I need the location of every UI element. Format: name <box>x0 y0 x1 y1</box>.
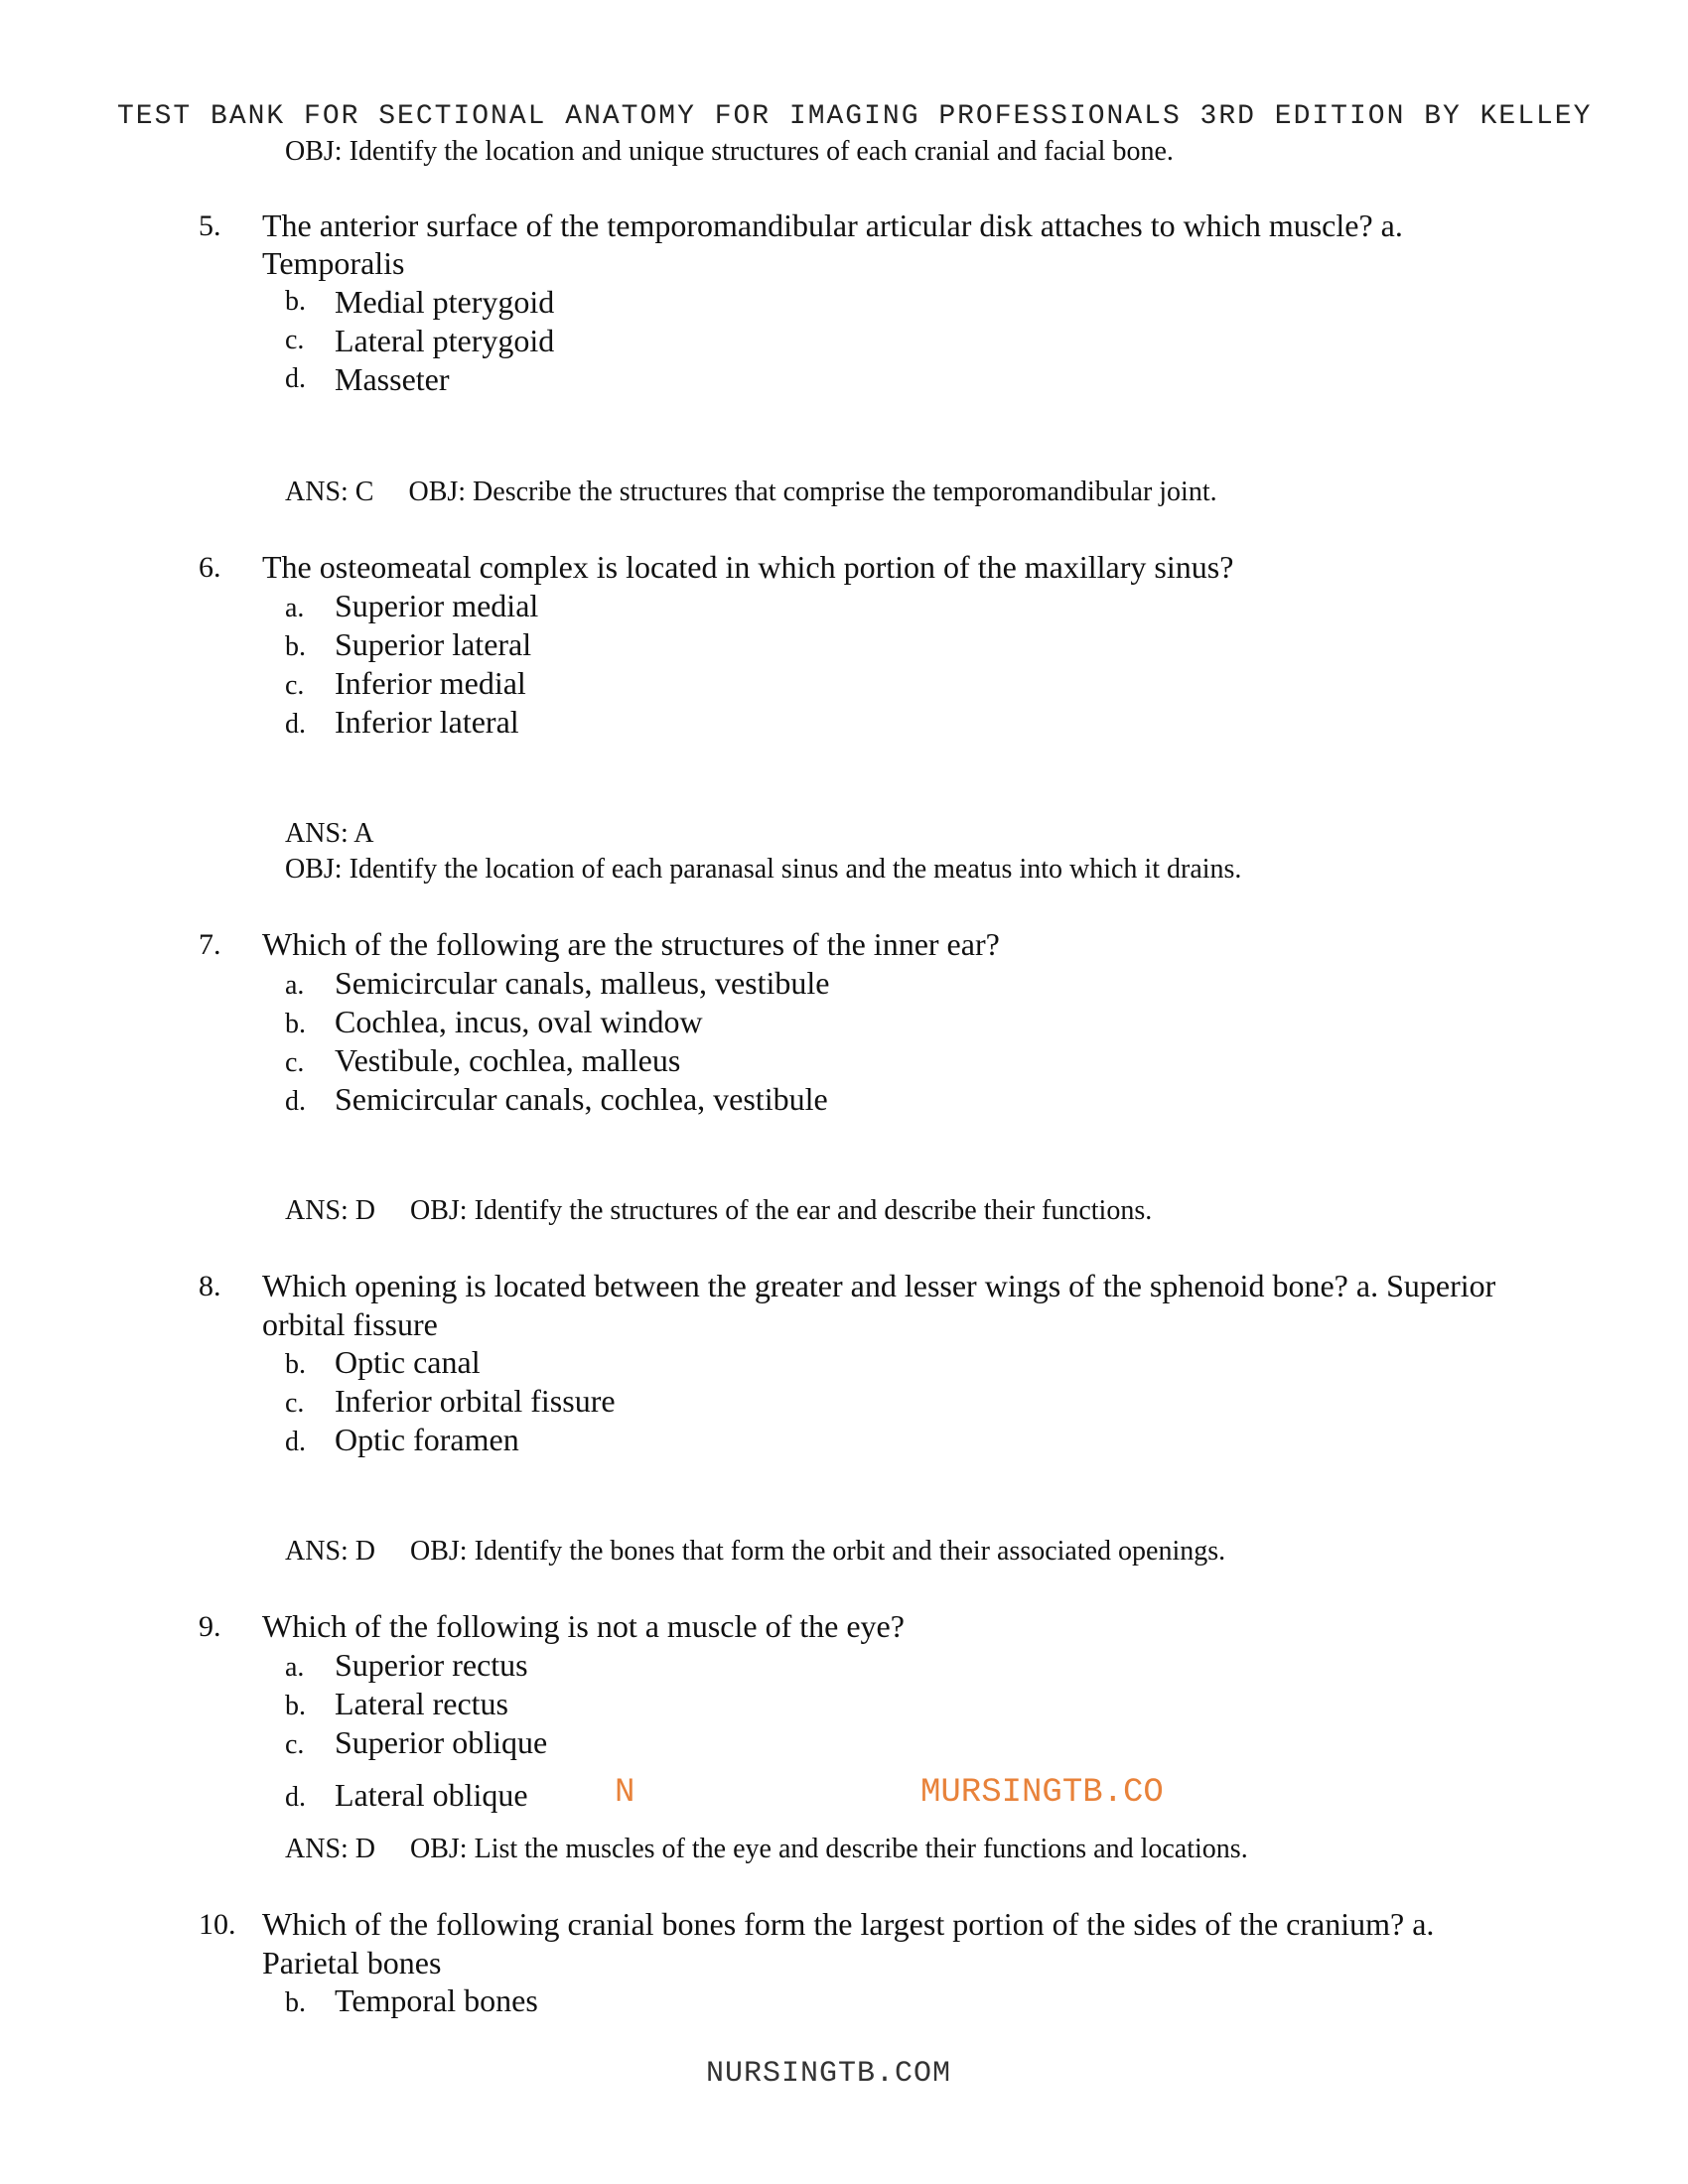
option-text: Inferior medial <box>335 665 526 701</box>
option-letter: a. <box>285 593 305 623</box>
option-letter: b. <box>285 631 306 662</box>
answer-line: ANS: D OBJ: List the muscles of the eye and describe their functions and locations. <box>285 1834 1248 1864</box>
option-letter: d. <box>285 1782 306 1813</box>
option-text: Semicircular canals, cochlea, vestibule <box>335 1081 828 1117</box>
question-text-cont: orbital fissure <box>262 1306 438 1342</box>
obj-line: OBJ: Identify the location and unique structures of each cranial and facial bone. <box>285 136 1174 167</box>
option-text: Superior lateral <box>335 626 532 662</box>
option-letter: c. <box>285 1388 305 1419</box>
question-text-cont: Temporalis <box>262 245 405 281</box>
question-text: Which of the following is not a muscle of the eye? <box>262 1608 905 1644</box>
answer-line: ANS: D OBJ: Identify the structures of the ear and describe their functions. <box>285 1195 1153 1226</box>
option-letter: b. <box>285 286 306 317</box>
option-letter: b. <box>285 1009 306 1039</box>
question-number: 7. <box>199 928 221 961</box>
option-text: Optic foramen <box>335 1422 519 1457</box>
option-text: Temporal bones <box>335 1982 538 2018</box>
question-number: 5. <box>199 209 221 242</box>
option-text: Masseter <box>335 361 450 397</box>
option-text: Lateral pterygoid <box>335 323 555 358</box>
option-text: Inferior orbital fissure <box>335 1383 616 1419</box>
question-number: 10. <box>199 1908 236 1941</box>
question-number: 8. <box>199 1270 221 1302</box>
answer-line: ANS: A <box>285 818 374 849</box>
page-header: TEST BANK FOR SECTIONAL ANATOMY FOR IMAGING PROFESSIONALS 3RD EDITION BY KELLEY <box>117 101 1593 132</box>
question-text: Which opening is located between the greater and lesser wings of the sphenoid bone? a. Superior <box>262 1268 1496 1303</box>
option-text: Medial pterygoid <box>335 284 555 320</box>
option-text: Semicircular canals, malleus, vestibule <box>335 965 830 1001</box>
option-letter: b. <box>285 1691 306 1721</box>
option-text: Optic canal <box>335 1344 481 1380</box>
option-letter: b. <box>285 1349 306 1380</box>
option-text: Vestibule, cochlea, malleus <box>335 1042 681 1078</box>
option-text: Inferior lateral <box>335 704 519 740</box>
option-letter: d. <box>285 1086 306 1117</box>
option-letter: c. <box>285 670 305 701</box>
watermark-right: MURSINGTB.CO <box>920 1774 1164 1812</box>
question-text: The osteomeatal complex is located in which portion of the maxillary sinus? <box>262 549 1234 585</box>
option-text: Superior medial <box>335 588 539 623</box>
option-letter: d. <box>285 1427 306 1457</box>
option-letter: a. <box>285 970 305 1001</box>
question-text: Which of the following are the structures of the inner ear? <box>262 926 1000 962</box>
question-text: The anterior surface of the temporomandibular articular disk attaches to which muscle? a. <box>262 207 1403 243</box>
option-letter: c. <box>285 325 305 355</box>
obj-line: OBJ: Identify the location of each paranasal sinus and the meatus into which it drains. <box>285 854 1242 885</box>
option-letter: d. <box>285 363 306 394</box>
answer-line: ANS: D OBJ: Identify the bones that form the orbit and their associated openings. <box>285 1536 1226 1567</box>
question-text: Which of the following cranial bones form the largest portion of the sides of the cranium? a. <box>262 1906 1435 1942</box>
option-letter: b. <box>285 1987 306 2018</box>
question-number: 9. <box>199 1610 221 1643</box>
option-letter: c. <box>285 1729 305 1760</box>
page-footer: NURSINGTB.COM <box>706 2057 952 2091</box>
watermark-left: N <box>615 1774 635 1812</box>
answer-line: ANS: C OBJ: Describe the structures that comprise the temporomandibular joint. <box>285 477 1217 507</box>
option-text: Superior rectus <box>335 1647 528 1683</box>
option-text: Cochlea, incus, oval window <box>335 1004 703 1039</box>
option-text: Lateral oblique <box>335 1777 528 1813</box>
option-text: Superior oblique <box>335 1724 548 1760</box>
question-number: 6. <box>199 551 221 584</box>
option-letter: a. <box>285 1652 305 1683</box>
option-letter: c. <box>285 1047 305 1078</box>
option-letter: d. <box>285 709 306 740</box>
option-text: Lateral rectus <box>335 1686 508 1721</box>
question-text-cont: Parietal bones <box>262 1945 442 1980</box>
